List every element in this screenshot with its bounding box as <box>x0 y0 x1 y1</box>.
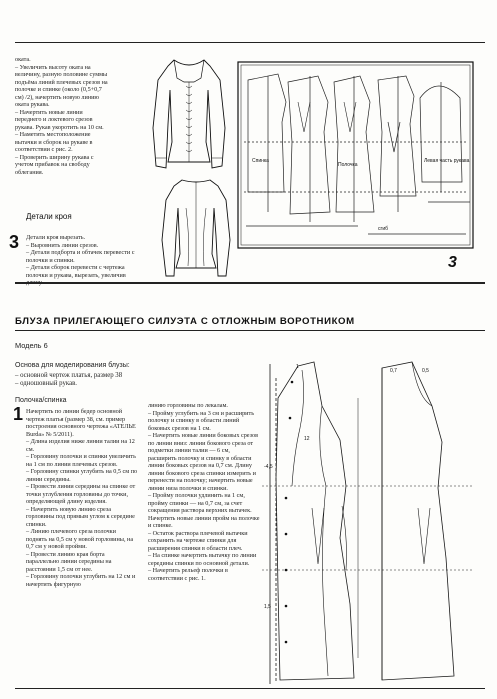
basis-items: – основной чертеж платья, размер 38 – одношовный рукав. <box>15 372 123 387</box>
bottom-rule <box>15 688 485 689</box>
pattern-draft-top <box>238 62 473 248</box>
label-back: Спинка <box>252 158 269 164</box>
basis-heading: Основа для моделирования блузы: <box>15 362 130 369</box>
section-title: БЛУЗА ПРИЛЕГАЮЩЕГО СИЛУЭТА С ОТЛОЖНЫМ ВОРОТНИКОМ <box>15 316 355 327</box>
pattern-draft-bottom <box>262 358 487 688</box>
cut-heading: Детали кроя <box>26 212 72 221</box>
section-divider <box>15 282 485 284</box>
page-marker: 3 <box>448 254 457 271</box>
num-5: 0,7 <box>390 368 397 374</box>
num-1: -4,5 <box>264 464 273 470</box>
sleeve-text: оката. – Увеличить высоту оката на величину, разную половине суммы подъёма линий плечевых срезов на полочке и спинке (около (0,5+0,7 см) /2), начертить новую линию оката рукава. – Начертить новые линии переднего и локтевого срезов рукава. Рукав укоротить на 10 см. – Наметить местоположение вытачки и сборок на рукаве в соответствии с рис. 2. – Проверить ширину рукава с учетом прибавок на свободу облегания. <box>15 56 108 176</box>
col1-text: Начертить по линии бедер основной чертеж платья (размер 38, см. пример построения основного чертежа «АТЕЛЬЕ Burda» № 5/2011). – Длина изделия ниже линии талии на 12 см. – Горловину полочки и спинки увеличить на 1 см по линии плечевых срезов. – Горловину спинки углубить на 0,5 см по линии середины. – Провести линии середины на спинке от точки углубления горловины до точки, определяющей длину изделия. – Начертить новую линию среза горловины под прямым углом к середине спинки. – Линию плечевого среза полочки поднять на 0,5 см у новой горловины, на 0,7 см у новой пройми. – Провести линию края борта параллельно линии середины на расстоянии 1,5 см от нее. – Горловину полочки углубить на 12 см и начертить фигурную <box>26 408 138 588</box>
blouse-front-sketch <box>150 58 228 176</box>
num-2: 1 <box>296 364 299 370</box>
num-4: 12 <box>304 436 310 442</box>
label-fold: сгиб <box>378 226 388 232</box>
col2-text: линию горловины по лекалам. – Пройму углубить на 3 см и расширить полочку и спинку в области линий боковых срезов на 1 см. – Начертить новые линии боковых срезов по линии вниз: линии бокового среза от подметки линии талии — 6 см, расширить полочку и спинку в области линии боковых срезов на 0,7 см. Длину линии бокового среза спинки измерить и перенести на полочку; начертить новые линии низа полочки и спинки. – Пройму полочки удлинить на 1 см, пройму спинки — на 0,7 см, за счет сокращения раствора верхних вытачек. Начертить новые линии пройм на полочке и спинке. – Остаток раствора плечевой вытачки сохранить на чертеже спинки для расширения спинки в области плеч. – На спинке начертить вытачку по линии середины спинки по основной детали. – Начертить рельеф полочки в соответствии с рис. 1. <box>148 402 260 582</box>
label-front: Полочка <box>338 162 358 168</box>
subsection-heading: Полочка/спинка <box>15 397 67 404</box>
num-6: 0,5 <box>422 368 429 374</box>
title-underline <box>15 330 485 331</box>
step-number: 1 <box>13 404 24 424</box>
model-label: Модель 6 <box>15 341 48 350</box>
label-sleeve: Левая часть рукава <box>424 158 470 164</box>
cut-text: Детали кроя вырезать. – Выровнить линии срезов. – Детали подборта и обтачек перевести с полочки и спинки. – Детали сборок перевести с чертежа полочки и рукава, вырезать, увеличив <box>26 234 135 279</box>
blouse-back-sketch <box>160 178 232 282</box>
num-3: 1,5 <box>264 604 271 610</box>
top-rule <box>15 42 485 43</box>
cut-number: 3 <box>9 232 20 252</box>
